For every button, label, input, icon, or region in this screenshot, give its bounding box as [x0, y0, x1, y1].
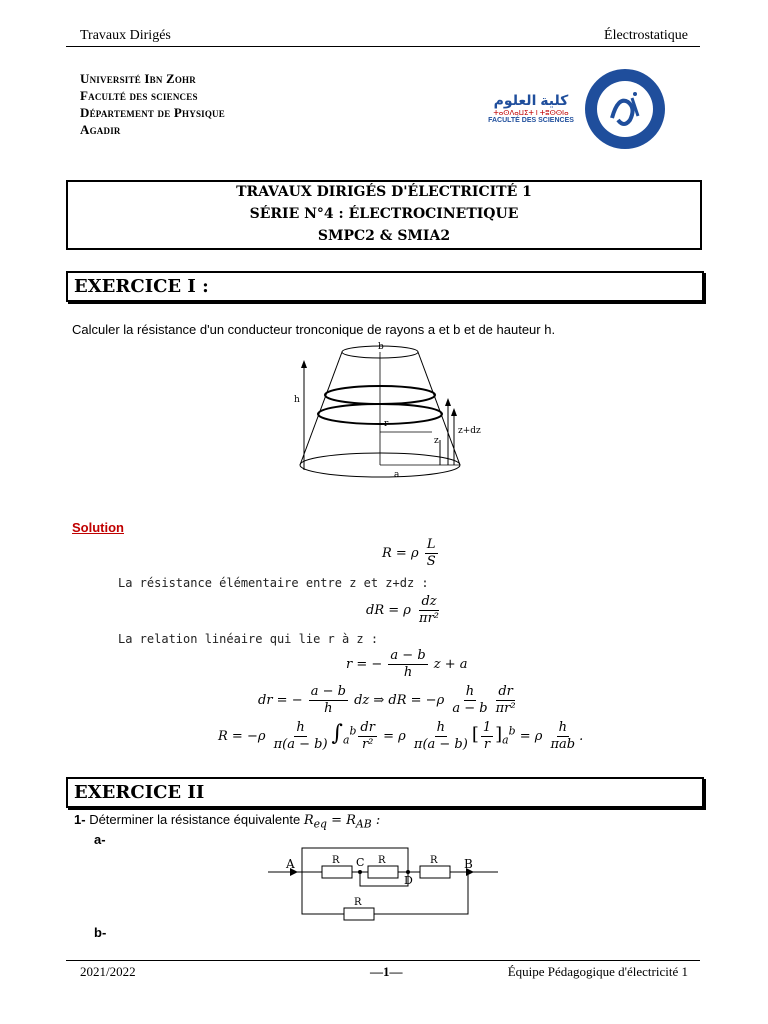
circuit-diagram	[268, 838, 498, 924]
solution-label-text: Solution	[72, 520, 124, 535]
item-1-number: 1-	[74, 812, 86, 827]
logo-arabic-text: كلية العلوم	[493, 92, 569, 108]
exercise-1-heading: EXERCICE I :	[74, 276, 209, 297]
header-rule	[66, 46, 700, 47]
node-d-label: D	[404, 874, 413, 887]
solution-text-1: La résistance élémentaire entre z et z+dz :	[118, 576, 429, 590]
node-a-label: A	[286, 857, 295, 871]
exercise-2-item-1	[74, 812, 380, 831]
equation-r-linear: r = − $\frac{a - b}{h}$ z + a	[346, 648, 468, 680]
resistor-4-label: R	[354, 897, 362, 908]
truncated-cone-figure	[290, 340, 500, 500]
exercise-2-heading: EXERCICE II	[74, 782, 205, 803]
equation-integral: R = −ρ $\frac{h}{\pi(a - b)}$ $\int_a^b$ $\frac{dr}{\text{r²}}$ = ρ $\frac{h}{\pi(a - b)}$ [ $\frac{1}{r}$ ]$_a^b = \rho$ $\frac{h}{\text{πab}}$ .	[218, 720, 584, 752]
header-left: Travaux Dirigés	[80, 28, 171, 43]
footer-right: Équipe Pédagogique d'électricité 1	[507, 964, 688, 979]
exercise-1-heading-box	[66, 271, 704, 302]
city-name: Agadir	[80, 122, 121, 137]
footer-page-number: —1—	[370, 964, 403, 979]
cone-label-zdz: z+dz	[458, 426, 481, 436]
cone-label-a: a	[394, 470, 400, 480]
cone-label-h: h	[294, 395, 300, 405]
faculty-name: Faculté des sciences	[80, 88, 198, 103]
solution-text-2: La relation linéaire qui lie r à z :	[118, 632, 379, 646]
university-block	[80, 70, 225, 138]
faculty-logo	[488, 92, 574, 124]
equation-resistance: R = ρ $\frac{L}{S}$	[382, 537, 436, 569]
title-line-2: SÉRIE N°4 : ÉLECTROCINETIQUE	[249, 206, 519, 222]
university-seal-icon	[584, 68, 666, 150]
resistor-1-label: R	[332, 855, 340, 866]
item-1-text: Déterminer la résistance équivalente	[89, 812, 301, 827]
footer-rule	[66, 960, 700, 961]
node-b-label: B	[464, 857, 473, 871]
header-right: Électrostatique	[604, 28, 688, 43]
exercise-1-statement: Calculer la résistance d'un conducteur tronconique de rayons a et b et de hauteur h.	[72, 322, 556, 337]
cone-label-r: r	[384, 419, 389, 429]
footer-left: 2021/2022	[80, 964, 136, 979]
title-line-3: SMPC2 & SMIA2	[317, 228, 451, 244]
equation-dr: dR = ρ $\frac{dz}{\text{πr²}}$	[366, 594, 440, 626]
resistor-3-label: R	[430, 855, 438, 866]
department-name: Département de Physique	[80, 105, 225, 120]
item-b-label: b-	[94, 925, 107, 940]
resistor-2-label: R	[378, 855, 386, 866]
title-box	[66, 180, 702, 250]
exercise-2-heading-box	[66, 777, 704, 808]
university-name: Université Ibn Zohr	[80, 71, 196, 86]
logo-tifinagh-text: ⵜⴰⵙⴷⴰⵡⵉⵜ ⵏ ⵜⵓⵙⵙⵏⴰ	[493, 110, 569, 117]
solution-label	[72, 520, 124, 535]
node-c-label: C	[356, 856, 365, 869]
cone-label-z: z	[434, 436, 439, 446]
item-a-label: a-	[94, 832, 106, 847]
cone-label-b: b	[378, 342, 384, 352]
item-1-formula: $R_{eq} = R_{AB}$ :	[303, 813, 381, 831]
logo-label: FACULTÉ DES SCIENCES	[488, 117, 574, 124]
equation-dr-relation: dr = − $\frac{a - b}{h}$ dz ⇒ dR = −ρ $\frac{h}{a - b}$ $\frac{dr}{\text{πr²}}$	[258, 684, 516, 716]
title-line-1: TRAVAUX DIRIGÉS D'ÉLECTRICITÉ 1	[236, 184, 532, 200]
